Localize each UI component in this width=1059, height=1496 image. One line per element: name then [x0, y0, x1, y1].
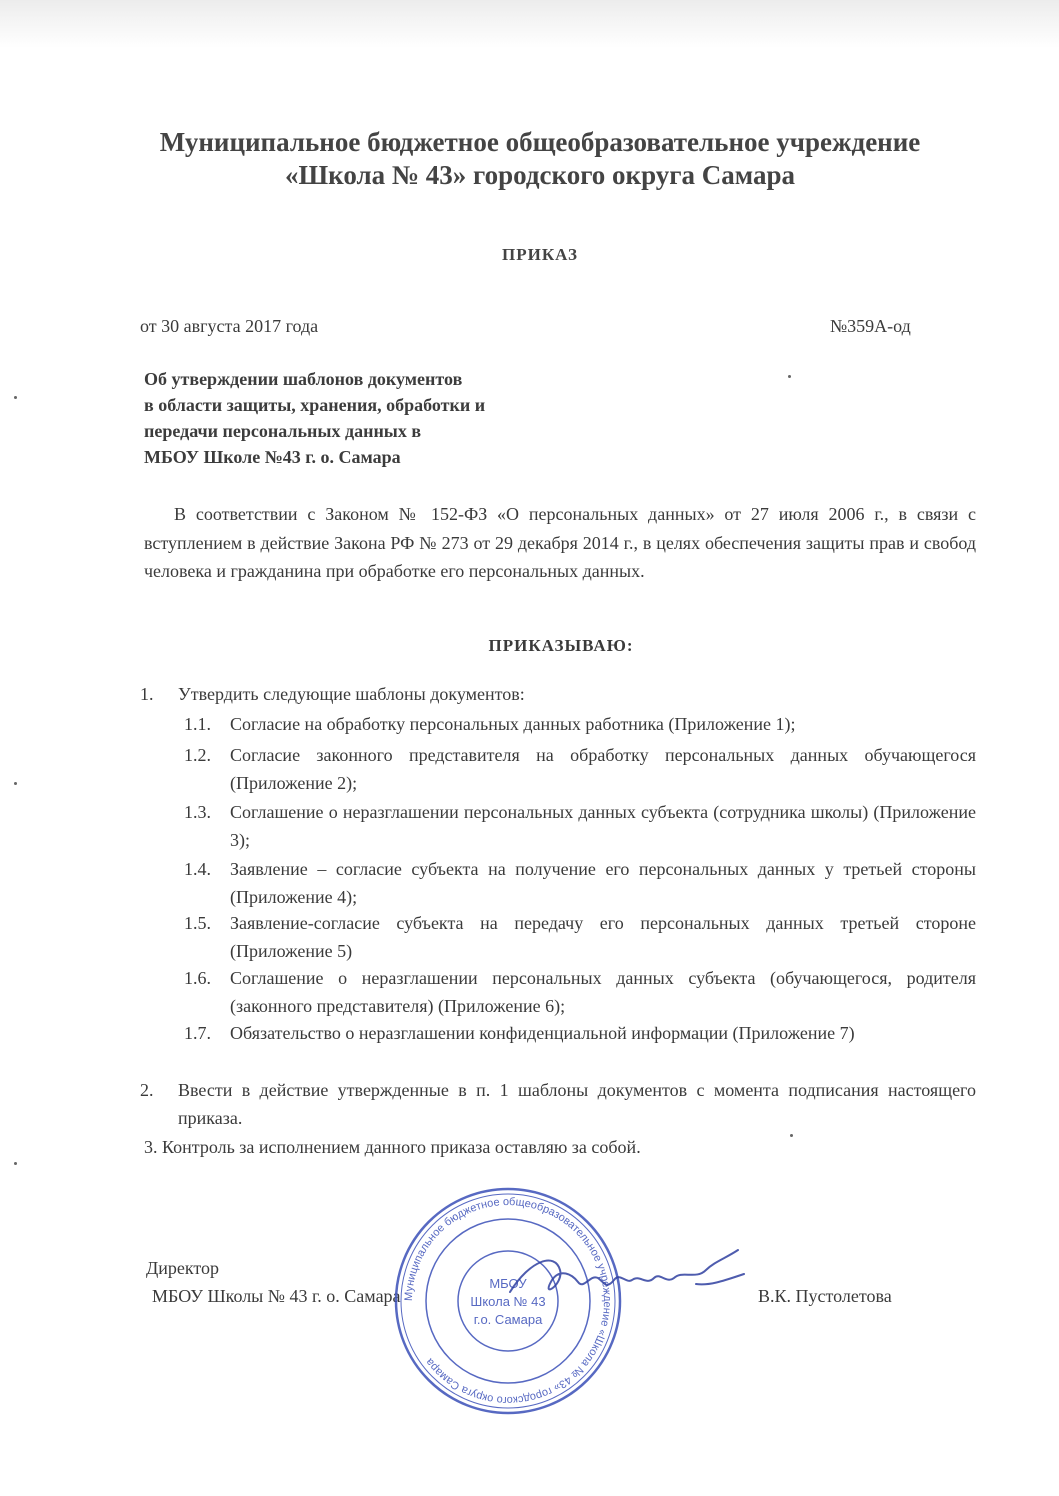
handwritten-signature	[500, 1240, 750, 1310]
seal-center-line: г.о. Самара	[473, 1312, 543, 1327]
item-number: 1.7.	[184, 1023, 211, 1043]
sub-list-item	[184, 741, 976, 797]
sub-list-item	[184, 710, 976, 738]
item-text: Согласие законного представителя на обработку персональных данных обучающегося (Приложение 2);	[230, 745, 976, 793]
item-number: 1.4.	[184, 859, 211, 879]
subject-line: МБОУ Школе №43 г. о. Самара	[144, 447, 401, 467]
item-text: Соглашение о неразглашении персональных данных субъекта (сотрудника школы) (Приложение 3);	[230, 802, 976, 850]
item-number: 1.6.	[184, 968, 211, 988]
item-text: Заявление – согласие субъекта на получение его персональных данных у третьей стороны (Приложение 4);	[230, 859, 976, 907]
sub-list-item	[184, 798, 976, 854]
sub-list-item	[184, 909, 976, 965]
signatory-organization: МБОУ Школы № 43 г. о. Самара	[152, 1286, 401, 1306]
order-heading: ПРИКАЗЫВАЮ:	[488, 636, 634, 655]
document-type: ПРИКАЗ	[502, 245, 578, 264]
sub-list-item	[184, 964, 976, 1020]
subject-line: в области защиты, хранения, обработки и	[144, 395, 486, 415]
item-number: 1.5.	[184, 913, 211, 933]
organization-line-1: Муниципальное бюджетное общеобразовательное учреждение	[159, 127, 921, 157]
item-number: 1.3.	[184, 802, 211, 822]
seal-outer-text: Муниципальное бюджетное общеобразовательное учреждение «Школа № 43» городского округа Самара	[402, 1195, 614, 1407]
subject-line: передачи персональных данных в	[144, 421, 422, 441]
item-text: Утвердить следующие шаблоны документов:	[178, 684, 525, 704]
sub-list-item	[184, 855, 976, 911]
list-item: 3. Контроль за исполнением данного приказа оставляю за собой.	[144, 1137, 641, 1157]
document-number: №359А-од	[830, 316, 911, 336]
seal-center-line: МБОУ	[489, 1276, 527, 1291]
organization-line-2: «Школа № 43» городского округа Самара	[285, 160, 795, 190]
item-number: 1.1.	[184, 714, 211, 734]
signatory-role: Директор	[146, 1258, 220, 1278]
seal-center-line: Школа № 43	[470, 1294, 546, 1309]
list-item	[140, 680, 976, 708]
item-text: Соглашение о неразглашении персональных данных субъекта (обучающегося, родителя (законного представителя) (Приложение 6);	[230, 968, 976, 1016]
list-item	[140, 1076, 976, 1132]
item-number: 2.	[140, 1080, 154, 1100]
document-date: от 30 августа 2017 года	[140, 316, 319, 336]
signatory-name: В.К. Пустолетова	[758, 1286, 892, 1306]
item-text: Заявление-согласие субъекта на передачу его персональных данных третьей стороне (Приложение 5)	[230, 913, 976, 961]
item-text: Ввести в действие утвержденные в п. 1 шаблоны документов с момента подписания настоящего приказа.	[178, 1080, 976, 1128]
item-number: 1.2.	[184, 745, 211, 765]
item-text: Согласие на обработку персональных данных работника (Приложение 1);	[230, 714, 796, 734]
preamble-paragraph: В соответствии с Законом № 152-ФЗ «О персональных данных» от 27 июля 2006 г., в связи с вступлением в действие Закона РФ № 273 от 29 декабря 2014 г., в целях обеспечения защиты прав и свобод человека и гражданина при обработке его персональных данных.	[144, 504, 976, 581]
item-number: 1.	[140, 684, 154, 704]
subject-line: Об утверждении шаблонов документов	[144, 369, 463, 389]
sub-list-item	[184, 1019, 976, 1047]
item-text: Обязательство о неразглашении конфиденциальной информации (Приложение 7)	[230, 1023, 855, 1043]
